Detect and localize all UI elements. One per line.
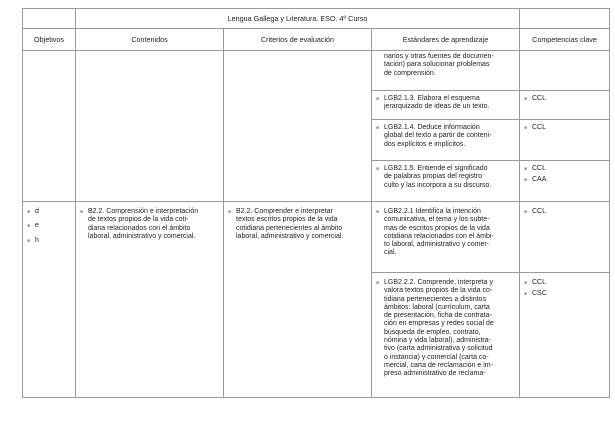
bullet-icon: ■	[524, 209, 528, 215]
criterios-cell	[224, 51, 372, 202]
objetivos-cell	[23, 202, 76, 398]
bullet-icon: ■	[524, 125, 528, 131]
estandar-text: LGB2.1.4. Deduce información global del texto a partir de conteni- dos explícitos e implícitos.	[384, 124, 492, 148]
bullet-icon: ■	[376, 166, 380, 172]
bullet-icon: ■	[524, 291, 528, 298]
competencia-label: CCL	[532, 124, 547, 131]
header-criterios: Criterios de evaluación	[224, 29, 372, 51]
bullet-icon: ■	[524, 166, 528, 172]
estandar-text: LGB2 2.2. Comprende, interpreta y valora textos propios de la vida co- tidiana pertenecientes a distintos ámbitos: laboral (currículum, carta de presentación, ficha de contrata- ción en empresas y redes social de búsqueda de empleo, contrato, nómina y vida laboral), administra- tivo (carta administrativa y solicitud o instancia) y comercial (carta co- mercial, carta de reclamación e im- preso administrativo de reclama-	[384, 279, 494, 378]
curriculum-document	[22, 8, 609, 398]
bullet-icon: ■	[524, 280, 528, 286]
contenidos-cell	[76, 51, 224, 202]
competencia-label: CCL	[532, 95, 547, 102]
title-right-cell	[520, 9, 610, 29]
objetivo-label: h	[35, 236, 39, 244]
estandar-text: LGB2.2.1 Identifica la intención comunicativa, el tema y los subte- mas de escritos propios de la vida cotidiana relacionados con el ámbi- to laboral, administrativo y comer- cial.	[384, 208, 494, 257]
estandar-cell	[372, 202, 520, 273]
contenido-text: B2.2. Comprensión e interpretación de textos propios de la vida coti- diana relacionados con el ámbito laboral, administrativo y comercial.	[88, 208, 199, 240]
table-title: Lengua Gallega y Literatura. ESO. 4º Curso	[76, 9, 520, 29]
estandar-cell	[372, 120, 520, 161]
estandar-text: LGB2.1.5. Entiende el significado de palabras propias del registro culto y las incorpora a su discurso.	[384, 165, 492, 189]
competencia-label: CCL	[532, 279, 547, 286]
corner-cell	[23, 9, 76, 29]
competencia-label: CCL	[532, 208, 547, 215]
bullet-icon: ■	[27, 237, 31, 244]
contenidos-cell	[76, 202, 224, 398]
table-row	[23, 202, 610, 273]
estandar-cell	[372, 51, 520, 91]
bullet-icon: ■	[80, 209, 84, 215]
estandar-cell	[372, 91, 520, 120]
bullet-icon: ■	[228, 209, 232, 215]
bullet-icon: ■	[376, 96, 380, 102]
bullet-icon: ■	[376, 209, 380, 215]
objetivo-label: e	[35, 222, 39, 230]
estandar-text: LGB2.1.3. Elabora el esquema jerarquizado de ideas de un texto.	[384, 95, 490, 111]
bullet-icon: ■	[27, 223, 31, 230]
header-contenidos: Contenidos	[76, 29, 224, 51]
header-competencias: Competencias clave	[520, 29, 610, 51]
competencia-label: CAA	[532, 176, 547, 184]
competencias-cell	[520, 273, 610, 398]
estandar-cell	[372, 161, 520, 202]
competencias-cell	[520, 161, 610, 202]
header-objetivos: Objetivos	[23, 29, 76, 51]
estandar-text: narios y otras fuentes de documen- tación) para solucionar problemas de comprensión.	[384, 53, 494, 77]
competencia-label: CCL	[532, 165, 547, 172]
criterios-cell	[224, 202, 372, 398]
bullet-icon: ■	[524, 96, 528, 102]
competencias-cell	[520, 51, 610, 91]
competencias-cell	[520, 120, 610, 161]
header-estandares: Estándares de aprendizaje	[372, 29, 520, 51]
bullet-icon: ■	[27, 209, 31, 215]
competencia-label: CSC	[532, 290, 547, 298]
objetivo-label: d	[35, 208, 39, 215]
estandar-cell	[372, 273, 520, 398]
curriculum-table	[22, 8, 610, 398]
competencias-cell	[520, 202, 610, 273]
criterio-text: B2.2. Comprender e interpretar textos escritos propios de la vida cotidiana pertenecientes al ámbito laboral, administrativo y comercial.	[236, 208, 344, 240]
table-row	[23, 51, 610, 91]
competencias-cell	[520, 91, 610, 120]
objetivos-cell	[23, 51, 76, 202]
bullet-icon: ■	[376, 125, 380, 131]
bullet-icon: ■	[376, 280, 380, 286]
bullet-icon: ■	[524, 177, 528, 184]
